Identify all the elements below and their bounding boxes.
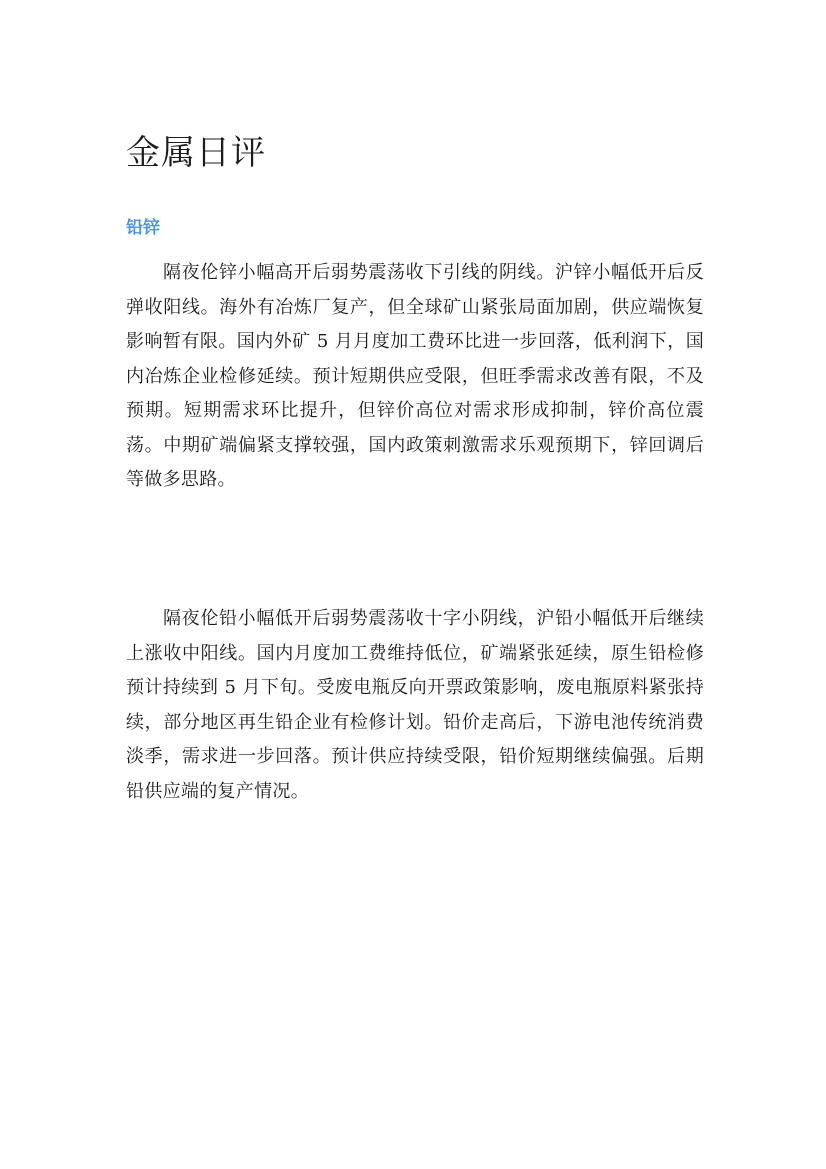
section-heading-lead-zinc: 铅锌	[126, 218, 160, 238]
page-title: 金属日评	[126, 133, 266, 173]
lead-commentary-paragraph: 隔夜伦铅小幅低开后弱势震荡收十字小阴线，沪铅小幅低开后继续上涨收中阳线。国内月度加工费维持低位，矿端紧张延续，原生铅检修预计持续到 5 月下旬。受废电瓶反向开票政策影响，废电瓶原料紧张持续，部分地区再生铅企业有检修计划。铅价走高后，下游电池传统消费淡季，需求进一步回落。预计供应持续受限，铅价短期继续偏强。后期铅供应端的复产情况。	[126, 608, 704, 802]
zinc-commentary-paragraph: 隔夜伦锌小幅高开后弱势震荡收下引线的阴线。沪锌小幅低开后反弹收阳线。海外有冶炼厂复产，但全球矿山紧张局面加剧，供应端恢复影响暂有限。国内外矿 5 月月度加工费环比进一步回落，低利润下，国内冶炼企业检修延续。预计短期供应受限，但旺季需求改善有限，不及预期。短期需求环比提升，但锌价高位对需求形成抑制，锌价高位震荡。中期矿端偏紧支撑较强，国内政策刺激需求乐观预期下，锌回调后等做多思路。	[126, 262, 704, 490]
